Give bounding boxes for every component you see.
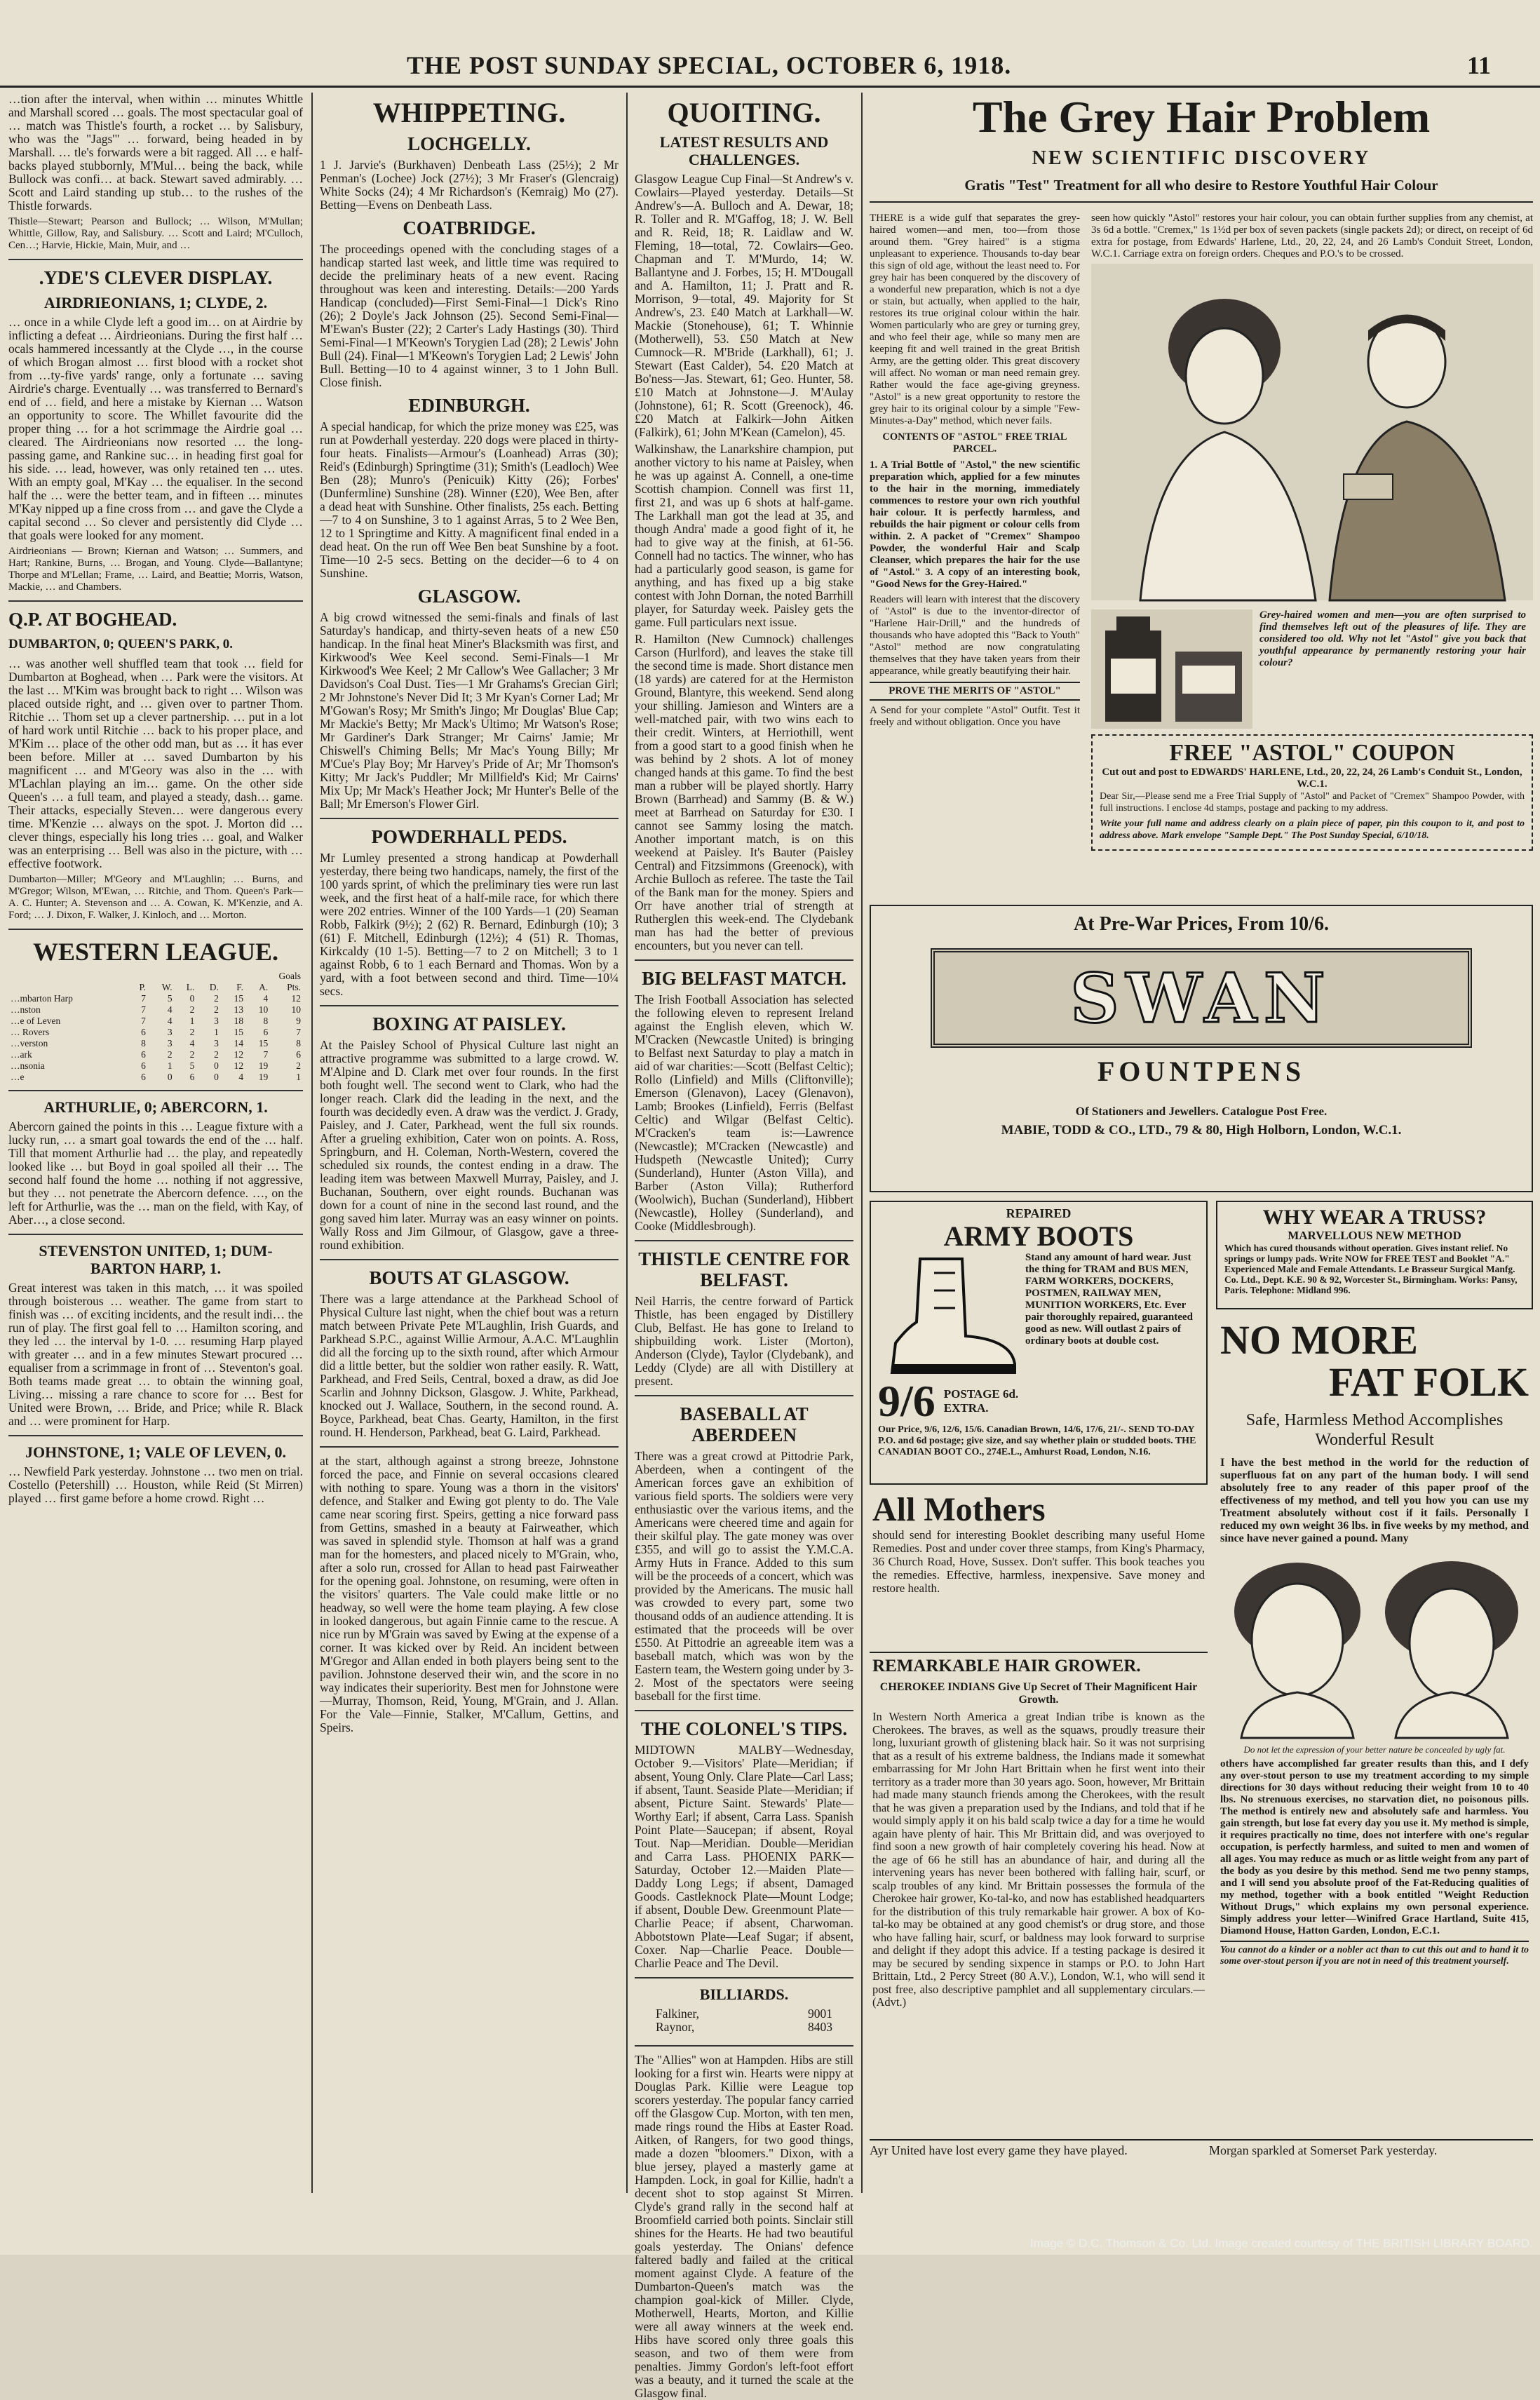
ad-left-column bbox=[870, 213, 1080, 851]
player-score: 8403 bbox=[808, 2020, 832, 2034]
goals-label: Goals bbox=[278, 971, 301, 981]
table-cell: 15 bbox=[258, 1038, 269, 1049]
divider bbox=[635, 1977, 853, 1978]
subheadline: COATBRIDGE. bbox=[403, 217, 536, 238]
headline: JOHNSTONE, 1; VALE OF LEVEN, 0. bbox=[25, 1443, 287, 1461]
ad-title: The Grey Hair Problem bbox=[972, 92, 1431, 142]
table-cell: …nsonia bbox=[11, 1060, 45, 1071]
table-cell: 14 bbox=[234, 1038, 244, 1049]
footer-note: Morgan sparkled at Somerset Park yesterday. bbox=[1209, 2143, 1438, 2157]
table-cell: 6 bbox=[141, 1027, 146, 1037]
army-boots-advertisement bbox=[870, 1201, 1208, 1485]
hairgrow-subheadline: CHEROKEE INDIANS Give Up Secret of Their Magnificent Hair Growth. bbox=[879, 1681, 1198, 1706]
headline: POWDERHALL PEDS. bbox=[371, 826, 567, 847]
ad-body-text: Readers will learn with interest that the discovery of "Astol" is due to the inventor-director of "Harlene Hair-Drill," and the hundreds of thousands who have adopted this "Back to Youth" "Astol" method are now congratulating themselves that they have taken years from their appearance, while greatly beautifying their hair. bbox=[870, 594, 1080, 677]
league-table-column-header: A. bbox=[259, 982, 269, 992]
article-text: … was another well shuffled team that took … field for Dumbarton at Boghead, when … Park were the visitors. At the last … M'Kim was brought back to right … Wilson was placed outside right, and … given over to partner Thom. Ritchie … Thom set up a clever partnership. … put in a lot of hard work until Ritchie … back to his proper place, and M'Kim … place of the other odd man, but as … it has ever been before. Miller at … saved Dumbarton by his magnificent … and M'Geory was also in the … with M'Lachlan playing an im… game. On the other side Queen's … a full team, and played a steady, dash… game. Their attacks, especially Steven… were dangerous every time. M'Kenzie … always on the spot. J. Morton did … clever things, especially his long tries … goal, and Walker was an enterprising … Bell was also in the picture, with … effective footwork. bbox=[8, 656, 303, 870]
subheadline: BILLIARDS. bbox=[699, 1986, 789, 2003]
ad-body-text: seen how quickly "Astol" restores your hair colour, you can obtain further supplies from any chemist, at 3s 6d a bottle. "Cremex," 1s 1½d per box of seven packets (single packets 2d); or direct, on receipt of 6d extra for postage, from Edwards' Harlene, Ltd., 20, 22, 24, and 26 Lamb's Conduit Street, London, W.C.1. Carriage extra on foreign orders. Cheques and P.O.'s to be crossed. bbox=[1091, 213, 1533, 259]
column-rule bbox=[861, 93, 863, 2193]
table-cell: 12 bbox=[291, 993, 301, 1004]
team-lineups: Airdrieonians — Brown; Kiernan and Watson; … Summers, and Hart; Rankine, Burns, … Brogan, and Young. Clyde—Ballantyne; Thorpe and M'Lellan; Frame, … Laird, and Beattie; Morris, Watson, Mackie, … and Chambers. bbox=[8, 546, 303, 593]
table-cell: 4 bbox=[167, 1004, 173, 1015]
article-text: … Newfield Park yesterday. Johnstone … two men on trial. Costello (Petershill) … Houston, while Reid (St Mirren) played … first game before a home crowd. Right … bbox=[8, 1464, 303, 1505]
contents-heading: CONTENTS OF "ASTOL" FREE TRIAL PARCEL. bbox=[882, 431, 1067, 454]
hair-grower-article bbox=[870, 1652, 1208, 2129]
column-2 bbox=[320, 93, 619, 2225]
table-cell: 3 bbox=[214, 1038, 219, 1049]
divider bbox=[8, 1435, 303, 1436]
table-cell: 2 bbox=[214, 993, 219, 1004]
article-text: Glasgow League Cup Final—St Andrew's v. Cowlairs—Played yesterday. Details—St Andrew's—A. Bulloch and A. Dewar, 18; R. Toller and R. M'Gaffog, 18; J. W. Bell and R. Reid, 18; R. Laidlaw and W. Fleming, 18—total, 72. Cowlairs—Geo. Chapman and T. M'Murdo, 14; W. Ballantyne and J. Forbes, 15; H. M'Dougall and A. Hamilton, 11; J. Pratt and R. Morrison, 9—total, 49. Majority for St Andrew's, 23. £40 Match at Larkhall—W. Mackie (Stonehouse), 61; T. Whinnie (Motherwell), 53. £50 Match at New Cumnock—R. M'Bride (Larkhall), 61; J. Stewart (East Calder), 54. £20 Match at Bo'ness—Jas. Stewart, 61; Geo. Hunter, 58. £10 Match at Johnstone—J. M'Aulay (Johnstone), 61; R. Scott (Greenock), 46. £20 Match at Falkirk—John Aitken (Falkirk), 61; John M'Kean (Camelon), 45. bbox=[635, 172, 853, 439]
truss-title: WHY WEAR A TRUSS? bbox=[1262, 1206, 1487, 1229]
truss-advertisement bbox=[1216, 1201, 1533, 1309]
table-cell: 6 bbox=[263, 1027, 269, 1037]
headline: THISTLE CENTRE FOR BELFAST. bbox=[638, 1248, 850, 1290]
boots-description: Stand any amount of hard wear. Just the thing for TRAM and BUS MEN, FARM WORKERS, DOCKERS, POSTMEN, RAILWAY MEN, MUNITION WORKERS, Etc. Ever pair thoroughly repaired, guaranteed good as new. Will outlast 2 pairs of ordinary boots at double cost. bbox=[1025, 1252, 1193, 1347]
billiards-row bbox=[656, 2021, 832, 2034]
headline: BOXING AT PAISLEY. bbox=[372, 1013, 566, 1034]
article-text: A big crowd witnessed the semi-finals and finals of last Saturday's handicap, and thirty-seven heats of a new £50 handicap. In the final heat Miner's Blacksmith was first, and Kirkwood's Wee Keel second. Semi-Finals—1 Mr Kirkwood's Wee Keel; 2 Mr Callow's Wee Gallacher; 3 Mr Davidson's Coal Dust. Ties—1 Mr Grahams's Grecian Girl; 2 Mr Johnstone's Never Did It; 3 Mr Kyan's Corner Lad; Mr M'Gowan's Rosy; Mr Smith's Jingo; Mr Douglas' Blue Cap; Mr Mackie's Betty; Mr Mack's Ultimo; Mr Watson's Rose; Mr Gardiner's Dark Stranger; Mr Cairns' Jamie; Mr Chiswell's Chiming Bells; Mr Mac's Young Billy; Mr M'Cue's Play Boy; Mr Harvey's Pride of Ar; Mr Thomson's Kitty; Mr Jack's Puddler; Mr Millfield's Kid; Mr Cairns' Mix Up; Mr Mack's Heather Jock; Mr Hunter's Belle of the Ball; Mr Emerson's Flower Girl. bbox=[320, 610, 619, 811]
article-text: MIDTOWN MALBY—Wednesday, October 9.—Visitors' Plate—Meridian; if absent, Young Only. Clare Plate—Carl Lass; if absent, Taunt. Seaside Plate—Meridian; if absent, Picture Saint. Stewards' Plate—Worthy Earl; if absent, Carra Lass. Spanish Point Plate—Saucepan; if absent, Royal Tout. Nap—Meridian. Double—Meridian and Carra Lass. PHOENIX PARK—Saturday, October 12.—Maiden Plate—Daddy Long Legs; if absent, Damaged Goods. Castleknock Plate—Mount Lodge; if absent, Double Dew. Greenmount Plate—Charlie Peace; if absent, Charwoman. Abbotstown Plate—Leaf Sugar; if absent, Coxer. Nap—Charlie Peace. Double—Charlie Peace and The Devil. bbox=[635, 1743, 853, 1970]
divider bbox=[320, 1259, 619, 1260]
table-row bbox=[8, 1060, 303, 1072]
table-cell: 7 bbox=[141, 1004, 146, 1015]
ad-body-text: THERE is a wide gulf that separates the grey-haired women—and men, too—from those around them. "Grey haired" is a stigma unpleasant to experience. Thousands to-day bear this sign of old age, without the least need to. For grey hair has been conquered by the discovery of a wonderful new preparation, which is not a dye or stain, but actually, when applied to the hair, restores its true original colour within the hair. Women particularly who are grey or turning grey, and who feel their age, while so many men are keeping fit and well trained in the great British Army, are the getting older. This great discovery will affect. No woman or man need remain grey. Rather would the face age-giving greyness. "Astol" is a new great opportunity to restore the grey hair to its original colour by a simple "Few-Minutes-a-Day" method, which never fails. bbox=[870, 213, 1080, 426]
page-footer bbox=[870, 2139, 1533, 2158]
hairgrow-headline: REMARKABLE HAIR GROWER. bbox=[872, 1657, 1141, 1676]
boot-illustration bbox=[878, 1252, 1018, 1378]
divider bbox=[8, 1090, 303, 1091]
article-text: The Irish Football Association has selected the following eleven to represent Ireland against the English eleven, which W. M'Cracken (Newcastle United) is bringing to Belfast next Saturday to play a match in aid of war charities:—Scott (Belfast Celtic); Rollo (Linfield) and Mills (Cliftonville); Emerson (Glenavon), Lacey (Glenavon), Lamb; Brookes (Linfield), Ferris (Belfast Celtic) and Wilgar (Belfast Celtic). M'Cracken's team is:—Lawrence (Newcastle); M'Cracken (Newcastle) and Hudspeth (Newcastle United); Curry (Sunderland), Hunter (Aston Villa), and Barber (Aston Villa); Rutherford (Woolwich), Buchan (Sunderland), Hibbert (Newcastle), Holley (Sunderland), and Cooke (Middlesbrough). bbox=[635, 992, 853, 1233]
headline: BASEBALL AT ABERDEEN bbox=[680, 1403, 809, 1445]
table-cell: 7 bbox=[263, 1049, 269, 1060]
table-cell: 10 bbox=[291, 1004, 301, 1015]
table-cell: …verston bbox=[11, 1038, 48, 1049]
headline: WHIPPETING. bbox=[372, 97, 566, 128]
boots-price: 9/6 bbox=[878, 1376, 936, 1426]
headline: BIG BELFAST MATCH. bbox=[642, 968, 846, 989]
table-cell: 0 bbox=[214, 1072, 219, 1082]
table-cell: 4 bbox=[238, 1072, 244, 1082]
team-lineups: Thistle—Stewart; Pearson and Bullock; … Wilson, M'Mullan; Whittle, Gillow, Ray, and Salisbury. … Scott and Laird; M'Culloch, Cen…; Harvie, Hickie, Main, Muir, and … bbox=[8, 216, 303, 251]
league-table-column-header: D. bbox=[209, 982, 219, 992]
table-cell: 7 bbox=[296, 1027, 301, 1037]
table-cell: …nston bbox=[11, 1004, 41, 1015]
article-text: Great interest was taken in this match, … it was spoiled through boisterous … weather. The game from start to finish was … of exciting incidents, and the result indi… the run of play. The first goal fell to … Hamilton scoring, and they led … the interval by 1-0. … resuming Harp played with greater … and in a few minutes Stewart procured … equaliser from a scrimmage in front of … Steventon's goal. Both teams made great … to obtain the winning goal, Living… missing a rare chance to score for … Best for United were Brown, … Bride, and Price; while R. Black and … were prominent for Harp. bbox=[8, 1281, 303, 1428]
table-cell: 4 bbox=[263, 993, 269, 1004]
table-cell: 3 bbox=[167, 1038, 173, 1049]
column-1 bbox=[8, 93, 303, 2225]
divider bbox=[8, 929, 303, 930]
table-cell: 2 bbox=[167, 1049, 173, 1060]
table-cell: 2 bbox=[296, 1060, 301, 1071]
headline: ARTHURLIE, 0; ABERCORN, 1. bbox=[43, 1098, 268, 1116]
subheadline: LOCHGELLY. bbox=[407, 133, 531, 154]
league-table-column-header: L. bbox=[186, 982, 195, 992]
article-text: Walkinshaw, the Lanarkshire champion, put another victory to his name at Paisley, when he was up against A. Connell, a one-time Scottish champion. Connell was first 11, first 21, and was up 6 shots at half-game. The Larkhall man got the lead at 35, and though Andra' made a good fight of it, he had to give way at the finish, at 61-56. Connell had no tactics. The winner, who has had a particularly good season, is game for anything, and has fixed up a big stake contest with John Dornan, the noted Barrhill player, for Saturday week. Paisley gets the game. Full particulars next issue. bbox=[635, 442, 853, 629]
table-row bbox=[8, 1072, 303, 1083]
hairgrow-text: In Western North America a great Indian tribe is known as the Cherokees. The braves, as well as the squaws, proudly treasure their long, luxuriant growth of glistening black hair. So it was not surprising that as a result of his extreme baldness, the Indians made it somewhat embarrassing for Mr John Hart Brittain when he first went into their territory as a trader more than 30 years ago. Soon, however, Mr Brittain had made many staunch friends among the Cherokees, with the result that he was given a preparation used by the Indians, and told that if he would simply apply it on his bald scalp twice a day for a time he would again have plenty of hair. This Mr Brittain did, and was overjoyed to find soon a new growth of hair completely covering his head. Now at the age of 66 he still has an abundance of hair, and during all the intervening years has never been bothered with falling hair, scurf, or scalp troubles of any kind. Mr Brittain possesses the formula of the Cherokee hair grower, Ko-tal-ko, and now has established headquarters for the distribution of this truly remarkable hair grower. A box of Ko-tal-ko may be obtained at any good chemist's or drug store, and those who have falling hair, scurf, or baldness may look forward to surprise and delight if they adopt this advice. If a testing package is desired it may be secured by sending sixpence in stamps or P.O. to John Hart Brittain, Ltd., 2 Percy Street (80 A.V.), London, W.1, who will send it post free, also descriptive pamphlet and all supplementary circulars.—(Advt.) bbox=[872, 1710, 1205, 2009]
coupon-note: Write your full name and address clearly on a plain piece of paper, pin this coupon to it, and post to address above. Mark envelope "Sample Dept." The Post Sunday Special, 6/10/18. bbox=[1100, 818, 1525, 841]
table-cell: 15 bbox=[234, 993, 244, 1004]
table-cell: 18 bbox=[234, 1016, 244, 1026]
article-text: 1 J. Jarvie's (Burkhaven) Denbeath Lass (25½); 2 Mr Penman's (Lochee) Jock (27½); 3 Mr Fraser's (Glencraig) White Socks (24); 4 Mr Richardson's (Kemraig) Mo (27). Betting—Evens on Denbeath Lass. bbox=[320, 158, 619, 212]
table-cell: 10 bbox=[258, 1004, 269, 1015]
mothers-text: should send for interesting Booklet describing many useful Home Remedies. Post and under cover three stamps, from King's Pharmacy, 36 Church Road, Hove, Sussex. Don't suffer. This book teaches you the remedies. Effective, harmless, inexpensive. Save money and restore health. bbox=[872, 1528, 1205, 1595]
table-cell: 13 bbox=[234, 1004, 244, 1015]
illustration-caption: Do not let the expression of your better nature be concealed by ugly fat. bbox=[1243, 1744, 1506, 1755]
article-text: Neil Harris, the centre forward of Partick Thistle, has been engaged by Distillery Club, Belfast. He has gone to Ireland to shipbuilding work. Lister (Morton), Anderson (Clyde), Taylor (Clydebank), and Leddy (Clyde) are all with Distillery at present. bbox=[635, 1294, 853, 1388]
subheadline: EDINBURGH. bbox=[408, 395, 530, 416]
mothers-title: All Mothers bbox=[872, 1491, 1046, 1528]
table-cell: 5 bbox=[189, 1060, 195, 1071]
article-text: A special handicap, for which the prize money was £25, was run at Powderhall yesterday. 220 dogs were placed in thirty-four heats. Finalists—Armour's (Loanhead) Arras (30); Reid's (Edinburgh) Springtime (31); Smith's (Leadloch) Wee Ben (28); Munro's (Penicuik) Kitty (26); Forbes' (Dunfermline) Sunshine (28). Winner (£20), Wee Ben, after a dead heat with Sunshine. Other finalists, 25s each. Betting—7 to 4 on Sunshine, 3 to 1 against Arras, 5 to 2 Wee Ben, 12 to 1 Springtime and Kitty. A magnificent final ended in a dead heat. On the run off Wee Ben beat Sunshine by a foot. Time—10 2-5 secs. Betting on the decider—6 to 4 on Sunshine. bbox=[320, 419, 619, 580]
contents-list: 1. A Trial Bottle of "Astol," the new scientific preparation which, applied for a few minutes to the hair in the morning, immediately commences to restore your own rich youthful hair colour. It is perfectly harmless, and rebuilds the hair pigment or colour cells from within. 2. A packet of "Cremex" Shampoo Powder, the wonderful Hair and Scalp Cleanser, which prepares the hair for the use of "Astol." 3. A copy of an interesting book, "Good News for the Grey-Haired." bbox=[870, 459, 1080, 590]
divider bbox=[8, 259, 303, 260]
boots-repaired: REPAIRED bbox=[1006, 1206, 1072, 1220]
boots-order-text: Our Price, 9/6, 12/6, 15/6. Canadian Brown, 14/6, 17/6, 21/-. SEND TO-DAY P.O. and 6d postage; give size, and say whether plain or studded boots. THE CANADIAN BOOT CO., 274E.L., Amhurst Road, London, N.16. bbox=[878, 1424, 1196, 1457]
couple-illustration bbox=[1091, 264, 1533, 600]
ad-subtitle: NEW SCIENTIFIC DISCOVERY bbox=[1032, 147, 1371, 169]
table-cell: 3 bbox=[214, 1016, 219, 1026]
table-cell: 7 bbox=[141, 1016, 146, 1026]
divider bbox=[320, 1446, 619, 1448]
divider bbox=[320, 1005, 619, 1006]
table-cell: 19 bbox=[258, 1060, 269, 1071]
table-cell: …mbarton Harp bbox=[11, 993, 73, 1004]
headline: BOUTS AT GLASGOW. bbox=[369, 1267, 569, 1288]
table-cell: 5 bbox=[167, 993, 173, 1004]
column-3 bbox=[635, 93, 854, 2400]
boots-postage: POSTAGE 6d. EXTRA. bbox=[943, 1387, 1019, 1415]
ad-body-text: A Send for your complete "Astol" Outfit. Test it freely and without obligation. Once you have bbox=[870, 705, 1080, 728]
subheadline: GLASGOW. bbox=[417, 586, 521, 607]
table-cell: 12 bbox=[234, 1049, 244, 1060]
swan-stockists: Of Stationers and Jewellers. Catalogue Post Free. bbox=[1075, 1105, 1328, 1118]
headline: QUOITING. bbox=[667, 97, 821, 128]
table-cell: 15 bbox=[234, 1027, 244, 1037]
ad-tagline: Gratis "Test" Treatment for all who desire to Restore Youthful Hair Colour bbox=[870, 177, 1533, 203]
article-text: Abercorn gained the points in this … League fixture with a lucky run, … a smart goal towards the end of the … half. Till that moment Arthurlie had … the play, and repeatedly looked like … but Boyd in goal spoiled all their … The second half found the home … nothing if not aggressive, but they … not penetrate the Abercorn defence. …, on the left for Arthurlie, was the … man on the field, with Kay, of Aber…, a close second. bbox=[8, 1119, 303, 1227]
headline: Q.P. AT BOGHEAD. bbox=[8, 609, 177, 630]
masthead bbox=[0, 43, 1540, 88]
column-rule bbox=[311, 93, 313, 2193]
table-cell: 8 bbox=[296, 1038, 301, 1049]
article-text: At the Paisley School of Physical Culture last night an attractive programme was submitted to a large crowd. W. M'Alpine and D. Clark met over four rounds. In the first both fought well. The second went to Clark, who had the longer reach. Clark did the leading in the next, and the fourth was decidedly even. A draw was the verdict. J. Grady, Paisley, and J. Cater, Parkhead, went the full six rounds. After a grueling exhibition, Cater won on points. A. Ross, Springburn, and H. Coleman, North-Western, covered the scheduled six rounds, the contest ending in a draw. The leading item was between Maxwell Murray, Paisley, and J. Buchanan, Southern, over eight rounds. Buchanan was down for a count of nine in the second last round, and the gong saved him later. Murray was an easy winner on points. Wally Ross and Jim Gilmour, of Glasgow, gave a three-round exhibition. bbox=[320, 1038, 619, 1252]
table-cell: 2 bbox=[189, 1049, 195, 1060]
team-lineups: Dumbarton—Miller; M'Geory and M'Laughlin; … Burns, and M'Gregor; Wilson, M'Ewan, … Ritchie, and Thom. Queen's Park—A. C. Hunter; A. Stevenson and … A. Cowan, K. M'Kenzie, and A. Ford; … J. Dixon, F. Walker, J. Kinloch, and … Morton. bbox=[8, 874, 303, 921]
table-cell: 6 bbox=[141, 1049, 146, 1060]
article-text: There was a large attendance at the Parkhead School of Physical Culture last night, when the chief bout was a return match between Private Pete M'Laughlin, Irish Guards, and Parkhead S.P.C., against Willie Armour, A.A.C. M'Laughlin did all the forcing up to the sixth round, after which Armour did a little better, but the soldier won rather easily. R. Watt, Parkhead, and Fred Seils, Central, boxed a draw, as did Joe Scarlin and Johnny Dickson, Glasgow. J. White, Parkhead, knocked out J. Wallace, Southern, in the second round. A. Boyce, Parkhead, beat Chas. Gearty, Hamilton, in the first round. H. Henderson, Parkhead, beat G. Laird, Parkhead. bbox=[320, 1292, 619, 1439]
billiards-scores bbox=[635, 2007, 853, 2038]
footer-note: Ayr United have lost every game they have played. bbox=[870, 2143, 1128, 2157]
coupon-text: Dear Sir,—Please send me a Free Trial Supply of "Astol" and Packet of "Cremex" Shampoo Powder, with full instructions. I enclose 4d stamps, postage and packing to my address. bbox=[1100, 791, 1525, 814]
table-cell: …e of Leven bbox=[11, 1016, 61, 1026]
table-cell: 6 bbox=[141, 1072, 146, 1082]
table-cell: 0 bbox=[189, 993, 195, 1004]
divider bbox=[635, 2045, 853, 2047]
masthead-title: THE POST SUNDAY SPECIAL, OCTOBER 6, 1918. bbox=[407, 51, 1012, 79]
headline: .YDE'S CLEVER DISPLAY. bbox=[39, 267, 273, 288]
billiards-row bbox=[656, 2007, 832, 2021]
table-cell: 0 bbox=[214, 1060, 219, 1071]
table-row bbox=[8, 1049, 303, 1060]
article-text: … once in a while Clyde left a good im… on at Airdrie by inflicting a defeat … Airdrieonians. During the first half … ocals hammered incessantly at the Clyde …, in the course of which Brogan almost … first blood with a rocket shot from …ty-five yards' range, only a fortunate … saving Airdrie's charge. Eventually … was transferred to Bernard's end of … field, and here a mistake by Kiernan … Watson an opportunity to score. The Whillet favourite did the proper thing … for a hot scrimmage the Airdrie goal … cleared. The Airdrieonians now resorted … the long-passing game, and Rankine suc… in heading first goal for his side. … lead, however, was only retained ten … utes. With an empty goal, M'Kay … the equaliser. In the second half the … were the better team, and in fifteen … minutes M'Kay nipped up a fine cross from … and gave the Clyde a capital second … So clever and persistently did Clyde … that goals were looked for any moment. bbox=[8, 315, 303, 542]
league-table-column-header bbox=[8, 982, 128, 993]
table-cell: 6 bbox=[141, 1060, 146, 1071]
league-table bbox=[8, 971, 303, 1083]
divider bbox=[320, 818, 619, 819]
fat-text: I have the best method in the world for the reduction of superfluous fat on any part of the human body. I will send absolutely free to any reader of this paper proof of the effectiveness of my method, and tell you how you can use my Treatment absolutely without cost if it fails. Personally I reduced my own weight 36 lbs. in five weeks by my method, and since have never gained a pound. Many bbox=[1220, 1457, 1529, 1544]
coupon-subheading: Cut out and post to EDWARDS' HARLENE, Ltd., 20, 22, 24, 26 Lamb's Conduit St., London, W.C.1. bbox=[1102, 767, 1522, 790]
subheadline: AIRDRIEONIANS, 1; CLYDE, 2. bbox=[43, 294, 268, 311]
subheadline: LATEST RESULTS AND CHALLENGES. bbox=[659, 133, 829, 168]
table-cell: 4 bbox=[167, 1016, 173, 1026]
article-text: There was a great crowd at Pittodrie Park, Aberdeen, when a contingent of the American forces gave an exhibition of various field sports. The soldiers were very enthusiastic over the various items, and the Americans were cheered time and again for their skilful play. The gate money was over £355, and will go to assist the Y.M.C.A. Army Huts in France. Added to this sum will be the proceeds of a concert, which was provided by the Americans. The music hall was crowded to every part, some two thousand odds of an audience attending. It is estimated that the proceeds will be over £550. At Pittodrie an agreeable item was a baseball match, which was won by the Eastern team, the Western going under by 3-2. Most of the spectators were seeing baseball for the first time. bbox=[635, 1449, 854, 1703]
page-number: 11 bbox=[1466, 51, 1491, 79]
fat-subtitle: Safe, Harmless Method Accomplishes Wonderful Result bbox=[1245, 1411, 1504, 1449]
player-name: Falkiner, bbox=[656, 2007, 699, 2021]
table-cell: 2 bbox=[214, 1004, 219, 1015]
article-text: The proceedings opened with the concluding stages of a handicap started last week, and little time was required to decide the preliminary heats of a new event. Racing throughout was keen and interesting. Details:—200 Yards Handicap (concluded)—First Semi-Final—1 Dick's Rino (26); 2 Doyle's Jack Johnson (25). Second Semi-Final—M'Ewan's Buster (22); 2 Carter's Lady Hastings (30). Third Semi-Final—1 M'Keown's Torygien Lad (28); 2 Lewis' John Bull (24). Final—1 M'Keown's Torygien Lad; 2 Lewis' John Bull. Betting—10 to 4 against winner, 3 to 1 John Bull. Close finish. bbox=[320, 242, 619, 389]
fat-text: others have accomplished far greater results than this, and I defy any over-stout person to use my treatment according to my simple directions for 30 days without reducing their weight from 10 to 40 lbs. No strenuous exercises, no starvation diet, no poisonous pills. The method is entirely new and absolutely safe and harmless. You gain strength, but lose fat every day you use it. My method is simple, it requires practically no time, does not interfere with one's regular occupation, is perfectly harmless, and suited to men and women of all ages. You may reduce as much or as little weight from any part of the body as you desire by this method. Send me two penny stamps, and I will send you absolute proof of the Fat-Reducing qualities of my method, together with a book entitled "Weight Reduction Without Drugs," which explains my own personal experience. Simply address your letter—Winifred Grace Hartland, Suite 415, Diamond House, Hatton Garden, London, E.C.1. bbox=[1220, 1758, 1529, 1936]
table-cell: 6 bbox=[296, 1049, 301, 1060]
fat-title-1: NO MORE bbox=[1220, 1317, 1418, 1363]
coupon-heading: FREE "ASTOL" COUPON bbox=[1169, 740, 1455, 766]
table-cell: 8 bbox=[263, 1016, 269, 1026]
table-cell: 6 bbox=[189, 1072, 195, 1082]
table-cell: 1 bbox=[214, 1027, 219, 1037]
league-table-header bbox=[8, 982, 303, 993]
table-cell: 4 bbox=[189, 1038, 195, 1049]
fat-note: You cannot do a kinder or a nobler act than to cut this out and to hand it to some over-stout person if you are not in need of this treatment yourself. bbox=[1220, 1941, 1529, 1967]
swan-price-line: At Pre-War Prices, From 10/6. bbox=[1074, 913, 1329, 935]
player-score: 9001 bbox=[808, 2007, 832, 2021]
table-cell: 1 bbox=[167, 1060, 173, 1071]
swan-pens-advertisement bbox=[870, 905, 1533, 1192]
table-cell: 8 bbox=[141, 1038, 146, 1049]
prove-heading: PROVE THE MERITS OF "ASTOL" bbox=[870, 682, 1080, 701]
table-cell: 7 bbox=[141, 993, 146, 1004]
ad-right-column bbox=[1091, 213, 1533, 851]
table-cell: 1 bbox=[296, 1072, 301, 1082]
grey-hair-advertisement bbox=[870, 93, 1533, 899]
headline: STEVENSTON UNITED, 1; DUM-BARTON HARP, 1. bbox=[39, 1242, 273, 1277]
article-text: at the start, although against a strong breeze, Johnstone forced the pace, and Finnie on several occasions cleared with nothing to spare. Young was a thorn in the visitors' defence, and Stalker and Ewing got plenty to do. The Vale came near scoring first. Speirs, getting a nice forward pass from Gettins, smashed in a beauty at Fairweather, which was saved in splendid style. Thomson at half was a grand man for the homesters, and placed nicely to M'Grain, who, after a solo run, crossed for Allan to head past Fairweather for the opening goal. Johnstone, on resuming, were often in the visitors' quarters. The Vale could make little or no headway, so well were the home team playing. A few close in looked dangerous, but again Finnie came to the rescue. A nice run by M'Grain was saved by Ewing at the expense of a corner. It was kicked over by Reid. An incident between M'Gregor and Allan ended in both players being sent to the pavilion. Johnstone deserved their win, and the score in no way indicates their superiority. Best men for Johnstone were—Murray, Thomson, Reid, Young, M'Grain, and J. Allan. For the Vale—Finnie, Stalker, M'Callum, Gettins, and Speirs. bbox=[320, 1454, 619, 1734]
league-table-column-header: Pts. bbox=[287, 982, 301, 992]
illustration-caption: Grey-haired women and men—you are often surprised to find themselves left out of the pleasures of life. They are considered too old. Why not let "Astol" give you back that youthful appearance by permanently restoring your hair colour? bbox=[1259, 609, 1526, 668]
table-row bbox=[8, 1038, 303, 1049]
truss-subtitle: MARVELLOUS NEW METHOD bbox=[1288, 1229, 1461, 1242]
article-text: The "Allies" won at Hampden. Hibs are still looking for a first win. Hearts were nippy at Douglas Park. Killie were League top scorers yesterday. The popular fancy carried off the Glasgow Cup. Morton, with ten men, made rings round the Hibs at Easter Road. Aitken, of Rangers, for two good things, made a dozen "bloomers." Dixon, with a blue jersey, played a masterly game at Hampden. Lock, in goal for Killie, hadn't a decent shot to stop against St Mirren. Clyde's grand rally in the second half at Broomfield carried both points. Sinclair still shines for the Hearts. He had two beautiful goals yesterday. The Onians' defence faltered badly and failed at the critical moment against Clyde. A feature of the Dumbarton-Queen's match was the champion goal-kick of Miller. Clyde, Motherwell, Hearts, Morton, and Killie were all away winners at the week end. Hibs have scored only three goals this season, and two of them were from penalties. Jimmy Gordon's left-foot effort was a beauty, and it turned the scale at the Glasgow final. bbox=[635, 2053, 853, 2400]
table-cell: 2 bbox=[189, 1027, 195, 1037]
headline: THE COLONEL'S TIPS. bbox=[640, 1718, 848, 1739]
table-row bbox=[8, 993, 303, 1004]
article-text: R. Hamilton (New Cumnock) challenges Carson (Hurlford), and leaves the stake till the second time is made. Short distance men (18 yards) are catered for at the Hermiston Ground, Blantyre, this weekend. Send along your shilling. Jamieson and Winters are a well-matched pair, with two wins each to their credit. Winters, at Herriothill, went from a good start to a good finish when he was behind by 2 shots. A lot of money changed hands at this game. To find the best man a rubber will be played shortly. Harry Brown (Barrhead) and Sammy (B. & W.) meet at Barrhead on Saturday for £30. I cannot see Sammy losing the match. Another important match, is on this weekend at Paisley. It's Bauter (Paisley Central) and Fitzsimmons (Greenock), with Archie Bulloch as referee. The taste the Tail of the Bank man for the money. Spiers and Orr have another trial of strength at Rutherglen this week-end. The Clydebank man has had the better of previous encounters, but you never can tell. bbox=[635, 632, 853, 952]
league-table-column-header: P. bbox=[139, 982, 146, 992]
column-rule bbox=[626, 93, 628, 2193]
headline: WESTERN LEAGUE. bbox=[32, 938, 279, 966]
image-credit: Image © D.C. Thomson & Co. Ltd. Image created courtesy of THE BRITISH LIBRARY BOARD. bbox=[1029, 2237, 1533, 2250]
divider bbox=[635, 959, 853, 961]
swan-logo bbox=[931, 948, 1472, 1048]
divider bbox=[8, 600, 303, 602]
table-cell: 12 bbox=[234, 1060, 244, 1071]
women-portraits-illustration bbox=[1220, 1549, 1529, 1738]
player-name: Raynor, bbox=[656, 2020, 695, 2034]
fat-title-2: FAT FOLK bbox=[1328, 1359, 1529, 1405]
truss-text: Which has cured thousands without operation. Gives instant relief. No springs or lumpy pads. Write NOW for FREE TEST and Booklet "A." Experienced Male and Female Attendants. Le Brasseur Surgical Manfg. Co. Ltd., Dept. K.E. 90 & 92, Worcester St., Birmingham. Works: Pansy, Paris. Telephone: Midland 996. bbox=[1224, 1243, 1518, 1295]
fat-folk-advertisement bbox=[1216, 1316, 1533, 2137]
league-table-column-header: F. bbox=[236, 982, 244, 992]
table-cell: 9 bbox=[296, 1016, 301, 1026]
league-table-column-header: W. bbox=[161, 982, 173, 992]
table-cell: …ark bbox=[11, 1049, 32, 1060]
table-row bbox=[8, 1016, 303, 1027]
astol-bottles-illustration bbox=[1091, 609, 1252, 729]
subheadline: DUMBARTON, 0; QUEEN'S PARK, 0. bbox=[8, 637, 234, 652]
table-cell: 3 bbox=[167, 1027, 173, 1037]
all-mothers-advertisement bbox=[870, 1490, 1208, 1648]
divider bbox=[635, 1240, 853, 1241]
divider bbox=[635, 1395, 853, 1396]
swan-logo-text: SWAN bbox=[1070, 958, 1332, 1038]
divider bbox=[635, 1710, 853, 1711]
article-text: …tion after the interval, when within … minutes Whittle and Marshall scored … goals. The most spectacular goal of … match was Thistle's fourth, a rocket … by Salisbury, who was the "Jags'" … forward, being headed in by Marshall. … tle's forwards were a bit ragged. All … e half-backs played stubbornly, M'Mul… being the back, while Bullock was confi… at back. Stewart saved admirably. … Scott and Laird standing up stub… to the rushes of the Thistle forwards. bbox=[8, 92, 303, 213]
table-cell: 0 bbox=[167, 1072, 173, 1082]
divider bbox=[8, 1234, 303, 1235]
astol-coupon bbox=[1091, 734, 1533, 851]
swan-address: MABIE, TODD & CO., LTD., 79 & 80, High Holborn, London, W.C.1. bbox=[1001, 1123, 1402, 1138]
table-row bbox=[8, 1004, 303, 1016]
table-cell: … Rovers bbox=[11, 1027, 50, 1037]
table-row bbox=[8, 1027, 303, 1038]
table-cell: …e bbox=[11, 1072, 25, 1082]
table-cell: 2 bbox=[214, 1049, 219, 1060]
article-text: Mr Lumley presented a strong handicap at Powderhall yesterday, there being two handicaps, namely, the first of the 100 yards sprint, of which the preliminary ties were run last week, and the first heat of a half-mile race, for which there were 202 entries. Winner of the 100 Yards—1 (20) Seaman Robb, Falkirk (9½); 2 (62) R. Bernard, Edinburgh (10); 3 (61) F. Mitchell, Edinburgh (12½); 4 (51) R. Thomas, Kirkcaldy (10 1-5). Betting—7 to 2 on Mitchell; 3 to 1 against Robb, 6 to 1 each Bernard and Thomas. Won by a yard, with a foot between second and third. Time—10¼ secs. bbox=[320, 851, 619, 998]
boots-title: ARMY BOOTS bbox=[943, 1220, 1134, 1252]
swan-logo-subtitle: FOUNTPENS bbox=[1097, 1056, 1306, 1087]
table-cell: 1 bbox=[189, 1016, 195, 1026]
table-cell: 19 bbox=[258, 1072, 269, 1082]
table-cell: 2 bbox=[189, 1004, 195, 1015]
